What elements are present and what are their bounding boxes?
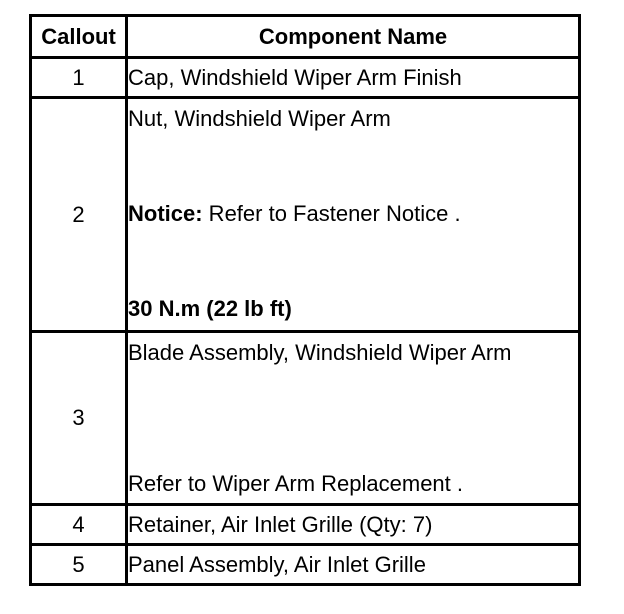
callout-number: 3 (31, 332, 127, 505)
header-row (31, 16, 580, 58)
notice-label: Notice: (128, 201, 203, 226)
component-name: Cap, Windshield Wiper Arm Finish (127, 58, 580, 98)
component-cell (127, 332, 580, 505)
component-name: Blade Assembly, Windshield Wiper Arm (128, 340, 512, 365)
torque-spec: 30 N.m (22 lb ft) (128, 296, 292, 321)
component-table (29, 14, 581, 586)
notice-line (128, 201, 578, 227)
callout-number: 5 (31, 545, 127, 585)
callout-number: 2 (31, 98, 127, 332)
table-row (31, 545, 580, 585)
table-row (31, 505, 580, 545)
header-callout: Callout (31, 16, 127, 58)
component-cell (127, 98, 580, 332)
component-name: Retainer, Air Inlet Grille (Qty: 7) (127, 505, 580, 545)
callout-number: 1 (31, 58, 127, 98)
callout-number: 4 (31, 505, 127, 545)
header-component-name: Component Name (127, 16, 580, 58)
component-name: Nut, Windshield Wiper Arm (128, 106, 391, 131)
table-row (31, 98, 580, 332)
reference-note: Refer to Wiper Arm Replacement . (128, 471, 464, 496)
table-row (31, 332, 580, 505)
component-name: Panel Assembly, Air Inlet Grille (127, 545, 580, 585)
table-row (31, 58, 580, 98)
notice-text: Refer to Fastener Notice . (202, 201, 461, 226)
